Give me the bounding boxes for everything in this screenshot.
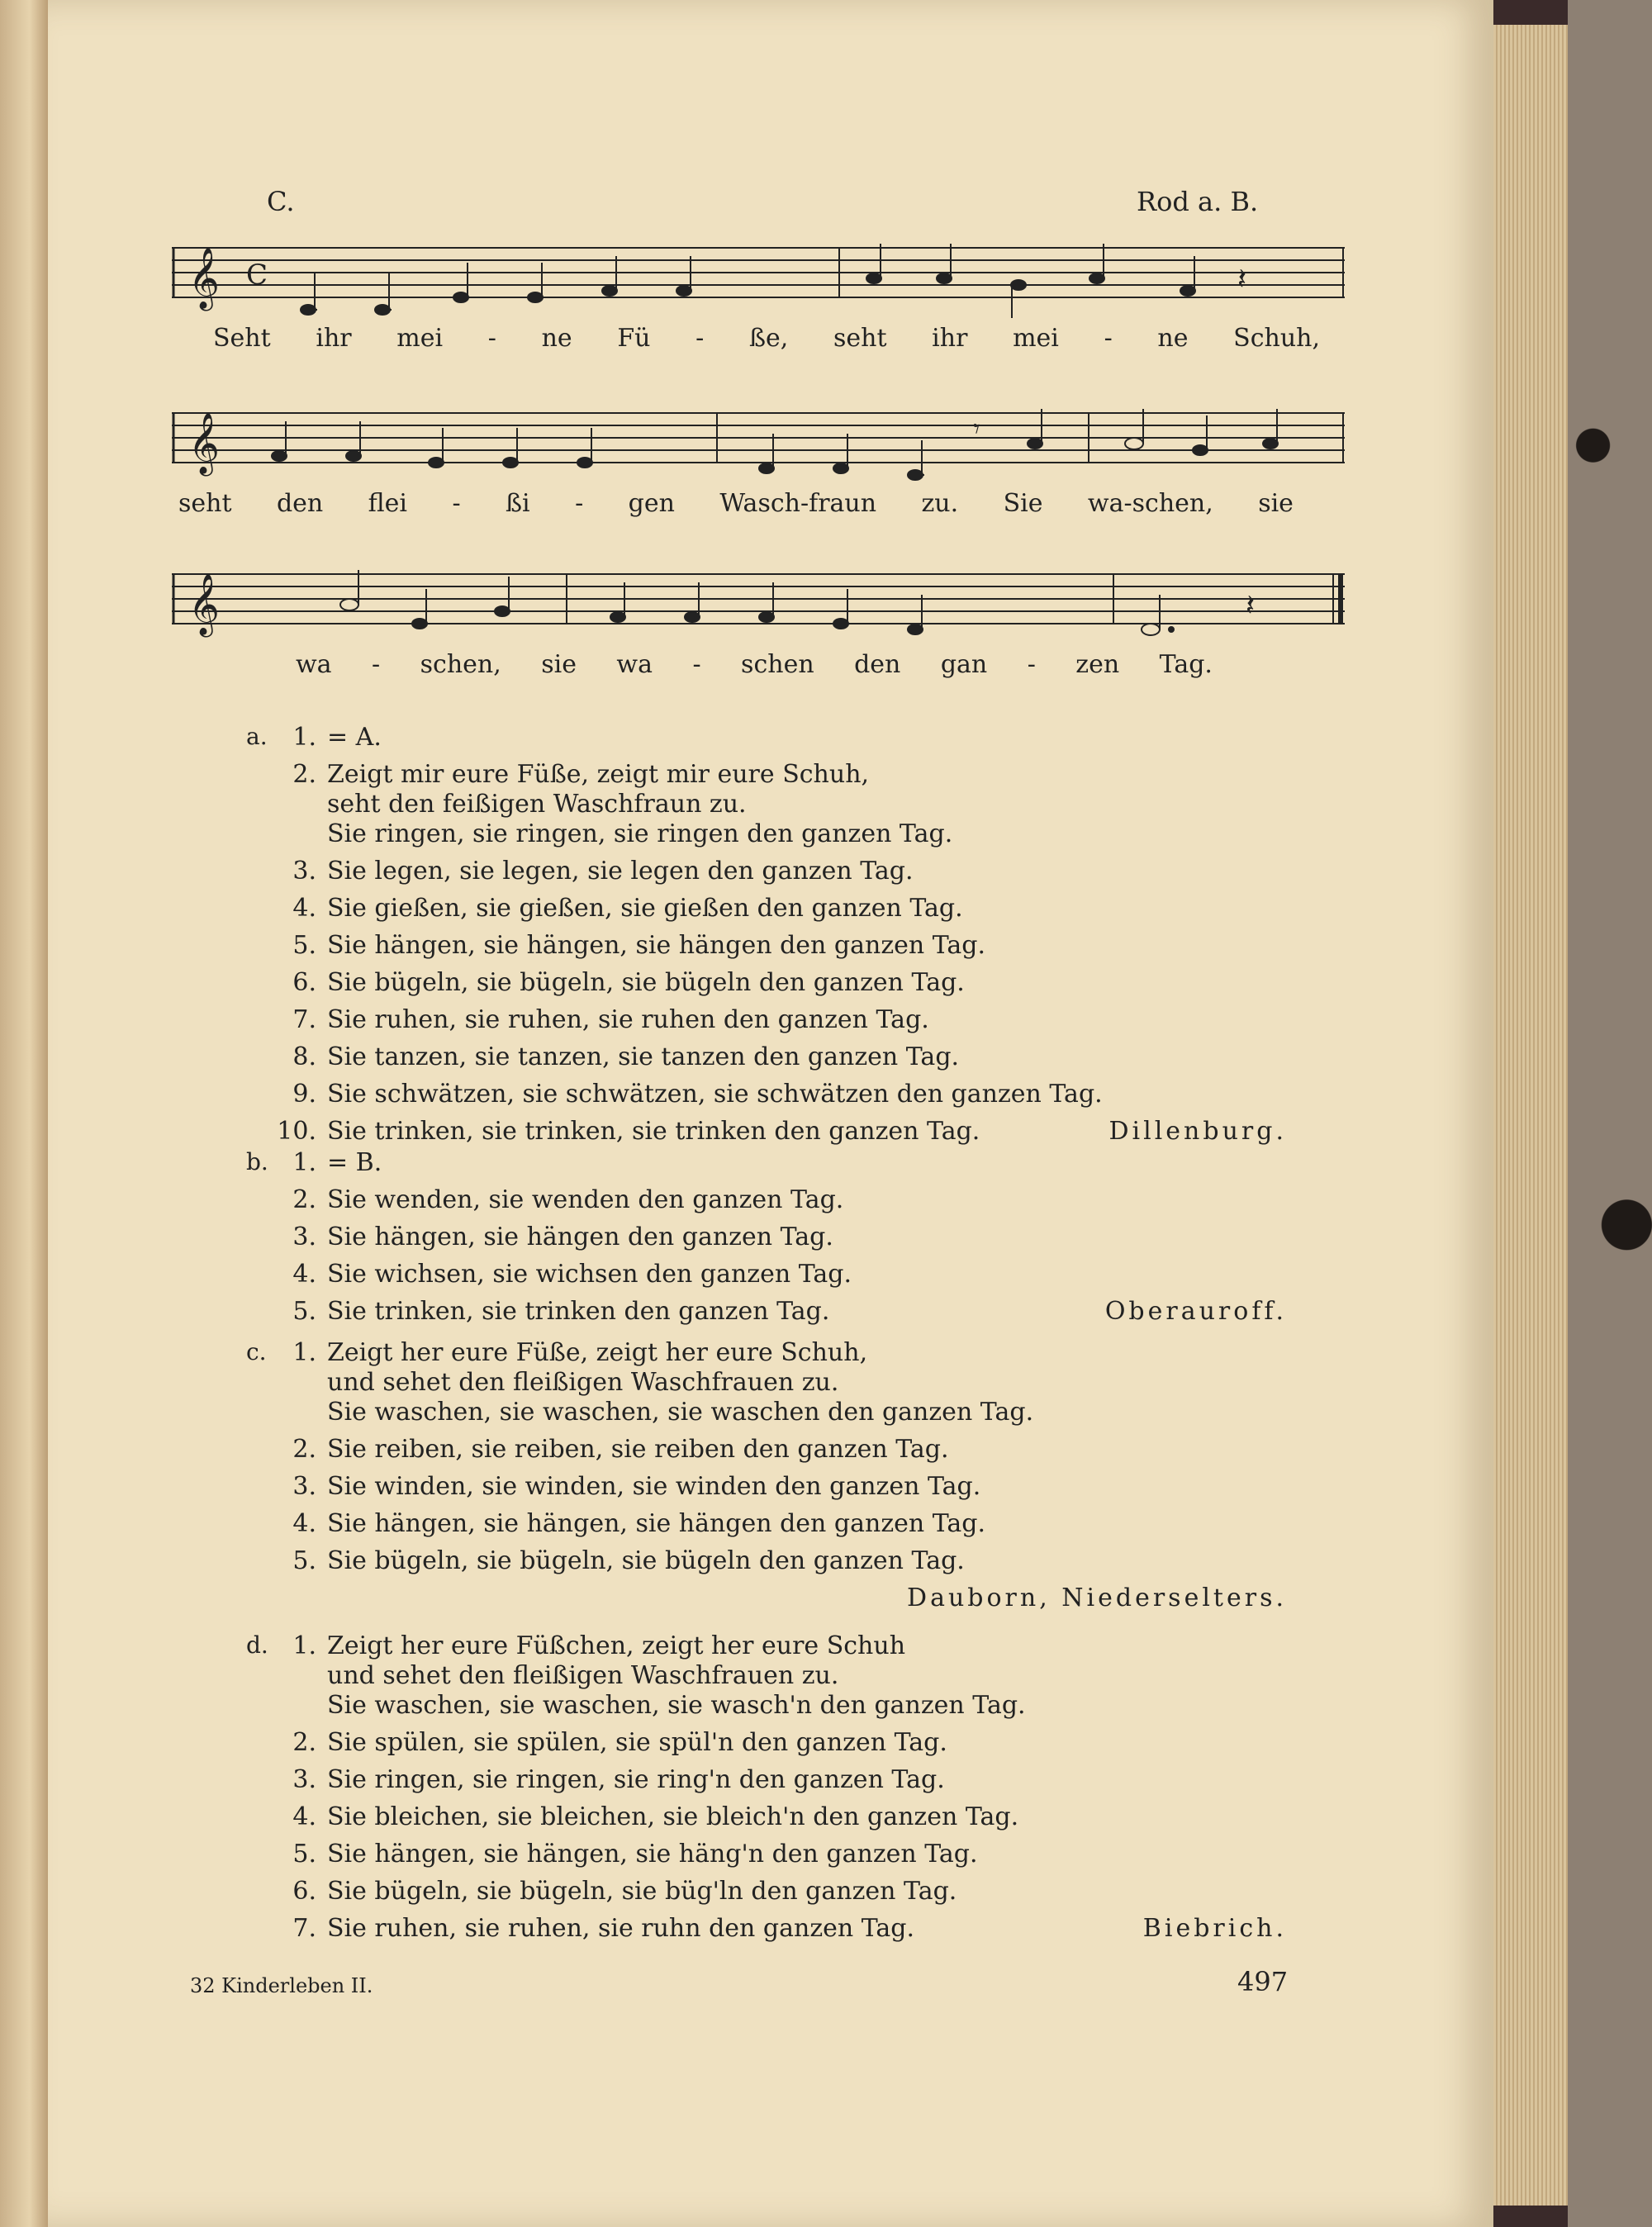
key-label: C. <box>267 186 295 217</box>
verse-line: Sie winden, sie winden, sie winden den ganzen Tag. <box>327 1472 981 1501</box>
verse-number: 1. <box>292 1148 316 1177</box>
verse-number: 4. <box>292 1509 316 1538</box>
verse-line: Sie waschen, sie waschen, sie wasch'n den ganzen Tag. <box>327 1691 1026 1720</box>
lyric-syllable: ße, <box>748 324 789 353</box>
section-label: d. <box>246 1631 268 1659</box>
staff-2 <box>172 405 1345 496</box>
lyric-syllable: schen <box>741 650 814 679</box>
lyric-syllable: - <box>372 650 381 679</box>
verse-line: Sie wichsen, sie wichsen den ganzen Tag. <box>327 1260 852 1289</box>
lyric-syllable: zu. <box>921 489 959 518</box>
verse-line: und sehet den fleißigen Waschfrauen zu. <box>327 1368 839 1397</box>
left-page-edge <box>0 0 50 2227</box>
verse-line: Sie hängen, sie hängen den ganzen Tag. <box>327 1223 833 1251</box>
lyric-syllable: - <box>1027 650 1036 679</box>
lyric-syllable: den <box>276 489 324 518</box>
lyric-syllable: Fü <box>617 324 651 353</box>
verse-line: Sie hängen, sie hängen, sie hängen den ganzen Tag. <box>327 931 986 960</box>
verse-line: seht den feißigen Waschfraun zu. <box>327 790 747 819</box>
lyric-syllable: seht <box>833 324 887 353</box>
verse-number: 5. <box>292 1297 316 1326</box>
lyric-syllable: wa <box>616 650 653 679</box>
verse-line: Zeigt her eure Füße, zeigt her eure Schuh, <box>327 1338 868 1367</box>
verse-line: Sie bügeln, sie bügeln, sie büg'ln den ganzen Tag. <box>327 1877 957 1906</box>
verse-number: 6. <box>292 968 316 997</box>
verse-number: 1. <box>292 1338 316 1367</box>
book-cover <box>1568 0 1652 2227</box>
lyric-syllable: Tag. <box>1159 650 1213 679</box>
verse-line: Sie trinken, sie trinken den ganzen Tag. <box>327 1297 830 1326</box>
lyric-syllable: seht <box>178 489 232 518</box>
lyric-syllable: - <box>692 650 701 679</box>
section-label: c. <box>246 1338 267 1365</box>
lyric-syllable: schen, <box>420 650 501 679</box>
page-edges <box>1493 25 1568 2206</box>
verse-number: 6. <box>292 1877 316 1906</box>
verse-number: 5. <box>292 1840 316 1868</box>
verse-number: 7. <box>292 1914 316 1943</box>
verse-number: 2. <box>292 760 316 789</box>
lyric-syllable: - <box>575 489 584 518</box>
lyrics-line-2 <box>178 489 1294 518</box>
verse-line: Sie legen, sie legen, sie legen den ganzen Tag. <box>327 857 914 886</box>
page-number: 497 <box>1237 1966 1289 1997</box>
place-name: Biebrich. <box>1142 1914 1287 1943</box>
verse-line: Sie ruhen, sie ruhen, sie ruhen den ganzen Tag. <box>327 1005 929 1034</box>
lyric-syllable: ihr <box>316 324 352 353</box>
verse-line: Sie trinken, sie trinken, sie trinken den ganzen Tag. <box>327 1117 980 1146</box>
verse-line: Sie ringen, sie ringen, sie ringen den ganzen Tag. <box>327 819 953 848</box>
verse-line: Sie bügeln, sie bügeln, sie bügeln den ganzen Tag. <box>327 968 965 997</box>
staff-1 <box>172 240 1345 330</box>
lyric-syllable: gan <box>940 650 988 679</box>
verse-line: Sie schwätzen, sie schwätzen, sie schwätzen den ganzen Tag. <box>327 1080 1103 1109</box>
lyric-syllable: - <box>1104 324 1113 353</box>
verse-line: Sie tanzen, sie tanzen, sie tanzen den ganzen Tag. <box>327 1042 960 1071</box>
verse-line: Sie hängen, sie hängen, sie häng'n den ganzen Tag. <box>327 1840 978 1868</box>
verse-line: Sie bügeln, sie bügeln, sie bügeln den ganzen Tag. <box>327 1546 965 1575</box>
lyric-syllable: sie <box>1258 489 1294 518</box>
verse-line: und sehet den fleißigen Waschfrauen zu. <box>327 1661 839 1690</box>
verse-number: 1. <box>292 1631 316 1660</box>
lyrics-line-3 <box>296 650 1213 679</box>
verse-number: 4. <box>292 894 316 923</box>
lyric-syllable: ne <box>1157 324 1189 353</box>
common-time-icon: C <box>246 259 268 292</box>
staff-3 <box>172 566 1345 657</box>
verse-number: 8. <box>292 1042 316 1071</box>
verse-line: = A. <box>327 723 382 752</box>
lyric-syllable: flei <box>368 489 408 518</box>
verse-line: Sie wenden, sie wenden den ganzen Tag. <box>327 1185 844 1214</box>
verse-number: 4. <box>292 1802 316 1831</box>
lyric-syllable: zen <box>1075 650 1120 679</box>
verse-number: 2. <box>292 1728 316 1757</box>
verse-number: 3. <box>292 857 316 886</box>
verse-number: 3. <box>292 1472 316 1501</box>
verse-line: Sie waschen, sie waschen, sie waschen den ganzen Tag. <box>327 1398 1034 1427</box>
verse-number: 4. <box>292 1260 316 1289</box>
verse-number: 5. <box>292 931 316 960</box>
verse-line: = B. <box>327 1148 382 1177</box>
lyric-syllable: Seht <box>213 324 271 353</box>
verse-line: Sie hängen, sie hängen, sie hängen den ganzen Tag. <box>327 1509 986 1538</box>
verse-line: Sie bleichen, sie bleichen, sie bleich'n den ganzen Tag. <box>327 1802 1019 1831</box>
verse-number: 2. <box>292 1435 316 1464</box>
svg-text:𝄽: 𝄽 <box>1246 589 1256 623</box>
verse-number: 7. <box>292 1005 316 1034</box>
treble-clef-icon: 𝄞 <box>188 413 220 474</box>
lyric-syllable: den <box>854 650 901 679</box>
lyric-syllable: gen <box>628 489 675 518</box>
lyric-syllable: Sie <box>1003 489 1043 518</box>
svg-text:𝄾: 𝄾 <box>973 413 980 444</box>
treble-clef-icon: 𝄞 <box>188 574 220 635</box>
lyric-syllable: sie <box>541 650 577 679</box>
lyric-syllable: Schuh, <box>1233 324 1320 353</box>
place-name: Dillenburg. <box>1108 1117 1287 1146</box>
verse-line: Sie spülen, sie spülen, sie spül'n den ganzen Tag. <box>327 1728 947 1757</box>
lyric-syllable: wa <box>296 650 332 679</box>
lyric-syllable: wa-schen, <box>1087 489 1213 518</box>
place-name: Dauborn, Niederselters. <box>907 1584 1287 1612</box>
lyric-syllable: mei <box>396 324 444 353</box>
verse-line: Zeigt mir eure Füße, zeigt mir eure Schuh, <box>327 760 870 789</box>
verse-number: 1. <box>292 723 316 752</box>
lyric-syllable: ne <box>541 324 572 353</box>
lyric-syllable: ßi <box>506 489 530 518</box>
section-label: a. <box>246 723 268 750</box>
svg-text:𝄽: 𝄽 <box>1237 263 1247 297</box>
verse-number: 2. <box>292 1185 316 1214</box>
treble-clef-icon: 𝄞 <box>188 248 220 309</box>
lyric-syllable: ihr <box>932 324 968 353</box>
verse-line: Sie ruhen, sie ruhen, sie ruhn den ganzen Tag. <box>327 1914 915 1943</box>
lyric-syllable: mei <box>1013 324 1059 353</box>
verse-number: 9. <box>292 1080 316 1109</box>
place-name: Oberauroff. <box>1104 1297 1287 1326</box>
verse-line: Sie gießen, sie gießen, sie gießen den ganzen Tag. <box>327 894 963 923</box>
lyrics-line-1 <box>213 324 1320 353</box>
verse-number: 5. <box>292 1546 316 1575</box>
verse-line: Sie ringen, sie ringen, sie ring'n den ganzen Tag. <box>327 1765 945 1794</box>
book-page <box>48 0 1493 2227</box>
section-label: b. <box>246 1148 268 1175</box>
lyric-syllable: Wasch-fraun <box>719 489 877 518</box>
verse-line: Zeigt her eure Füßchen, zeigt her eure Schuh <box>327 1631 906 1660</box>
source-label: Rod a. B. <box>1137 186 1259 217</box>
lyric-syllable: - <box>487 324 496 353</box>
signature-mark: 32 Kinderleben II. <box>190 1974 373 1997</box>
verse-number: 10. <box>277 1117 316 1146</box>
verse-number: 3. <box>292 1223 316 1251</box>
lyric-syllable: - <box>695 324 705 353</box>
verse-line: Sie reiben, sie reiben, sie reiben den ganzen Tag. <box>327 1435 949 1464</box>
lyric-syllable: - <box>452 489 461 518</box>
verse-number: 3. <box>292 1765 316 1794</box>
